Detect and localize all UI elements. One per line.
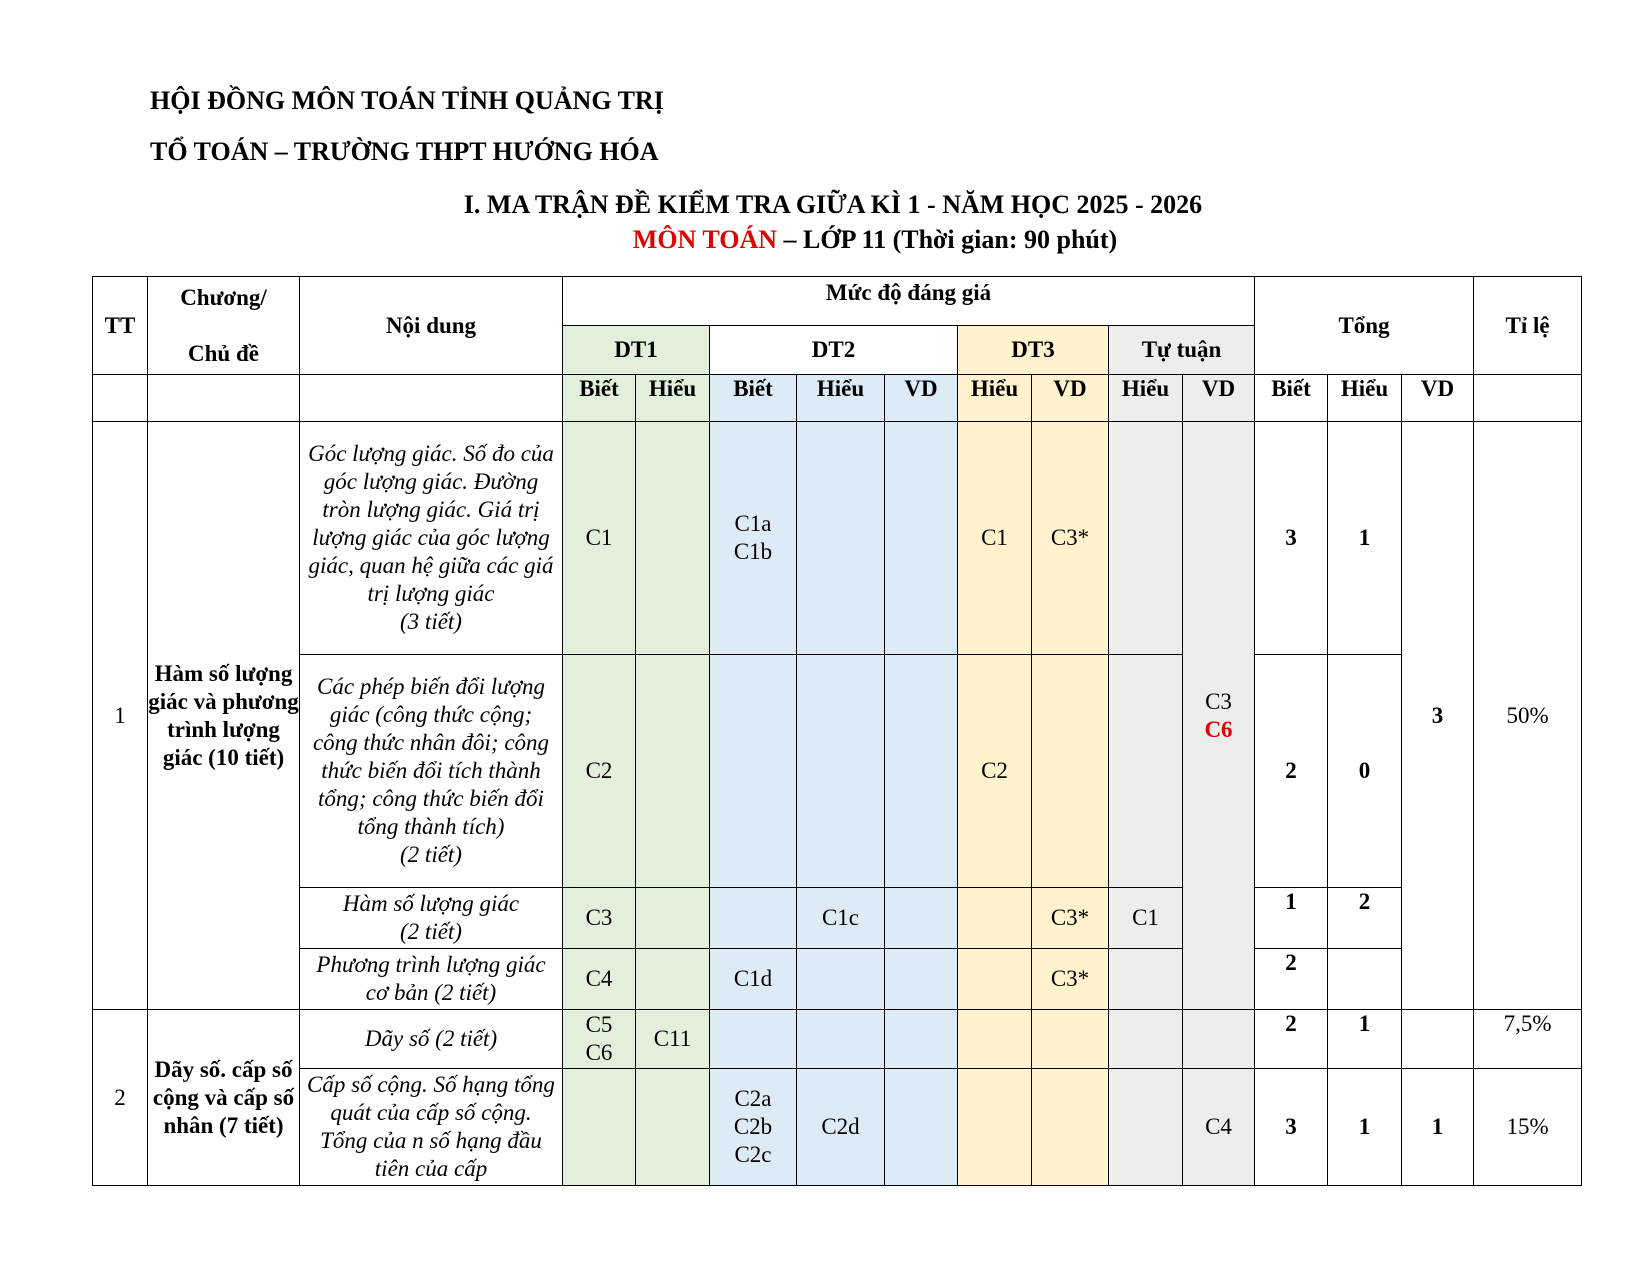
header-tutuan: Tự tuận: [1109, 326, 1255, 375]
cell-dt1-biet: C2: [563, 655, 636, 888]
school-heading: TỔ TOÁN – TRƯỜNG THPT HƯỚNG HÓA: [150, 137, 659, 166]
total-biet: 2: [1255, 949, 1328, 1010]
total-vd: 1: [1402, 1069, 1474, 1186]
content-cell: Cấp số cộng. Số hạng tổng quát của cấp số cộng. Tổng của n số hạng đầu tiên của cấp: [300, 1069, 563, 1186]
section-number: 1: [93, 422, 148, 1010]
ratio-cell: 50%: [1474, 422, 1582, 1010]
cell-dt3-hieu: C1: [958, 422, 1032, 655]
cell-tutuan-vd: C3 C6: [1183, 422, 1255, 1010]
section-topic: Hàm số lượng giác và phương trình lượng giác (10 tiết): [148, 422, 300, 1010]
cell-dt1-biet: C3: [563, 888, 636, 949]
header-tt: TT: [93, 277, 148, 375]
sub-header: Hiểu: [1328, 375, 1402, 422]
subtitle-rest: – LỚP 11 (Thời gian: 90 phút): [777, 225, 1118, 254]
cell-dt3-vd: C3*: [1032, 422, 1109, 655]
header-tong: Tổng: [1255, 277, 1474, 375]
sub-header: VD: [1183, 375, 1255, 422]
total-hieu: 1: [1328, 1069, 1402, 1186]
total-hieu: 1: [1328, 422, 1402, 655]
total-hieu: 0: [1328, 655, 1402, 888]
header-dt2: DT2: [710, 326, 958, 375]
cell-dt1-biet: C4: [563, 949, 636, 1010]
sub-header: Biết: [710, 375, 797, 422]
content-cell: Phương trình lượng giác cơ bản (2 tiết): [300, 949, 563, 1010]
ratio-cell: 7,5%: [1474, 1010, 1582, 1069]
cell-dt2-biet: C1d: [710, 949, 797, 1010]
header-mucdo: Mức độ đáng giá: [563, 277, 1255, 326]
document-subtitle: [50, 225, 1650, 255]
cell-dt1-biet: C1: [563, 422, 636, 655]
total-hieu: 1: [1328, 1010, 1402, 1069]
header-dt3: DT3: [958, 326, 1109, 375]
sub-header: Hiểu: [958, 375, 1032, 422]
section-topic: Dãy số. cấp số cộng và cấp số nhân (7 tiết): [148, 1010, 300, 1186]
section-number: 2: [93, 1010, 148, 1186]
document-title: I. MA TRẬN ĐỀ KIỂM TRA GIỮA KÌ 1 - NĂM HỌC 2025 - 2026: [463, 190, 1203, 219]
total-vd: 3: [1402, 422, 1474, 1010]
header-noidung: Nội dung: [300, 277, 563, 375]
cell-dt3-vd: C3*: [1032, 949, 1109, 1010]
cell-dt3-vd: C3*: [1032, 888, 1109, 949]
total-biet: 1: [1255, 888, 1328, 949]
cell-dt2-biet: C1a C1b: [710, 422, 797, 655]
content-cell: Các phép biến đổi lượng giác (công thức cộng; công thức nhân đôi; công thức biến đổi tích thành tổng; công thức biến đổi tổng thành tích) (2 tiết): [300, 655, 563, 888]
cell-dt2-biet: C2a C2b C2c: [710, 1069, 797, 1186]
content-cell: Góc lượng giác. Số đo của góc lượng giác. Đường tròn lượng giác. Giá trị lượng giác của góc lượng giác, quan hệ giữa các giá trị lượng giác (3 tiết): [300, 422, 563, 655]
council-heading: HỘI ĐỒNG MÔN TOÁN TỈNH QUẢNG TRỊ: [150, 86, 664, 115]
cell-tutuan-hieu: C1: [1109, 888, 1183, 949]
sub-header: Biết: [1255, 375, 1328, 422]
content-cell: Hàm số lượng giác (2 tiết): [300, 888, 563, 949]
sub-header: VD: [1032, 375, 1109, 422]
total-biet: 2: [1255, 1010, 1328, 1069]
cell-dt2-hieu: C2d: [797, 1069, 885, 1186]
sub-header: VD: [1402, 375, 1474, 422]
total-biet: 3: [1255, 1069, 1328, 1186]
cell-dt1-hieu: C11: [636, 1010, 710, 1069]
header-chuong: Chương/ Chủ đề: [148, 277, 300, 375]
total-hieu: 2: [1328, 888, 1402, 949]
subject-label: MÔN TOÁN: [632, 225, 777, 254]
sub-header: Hiểu: [1109, 375, 1183, 422]
sub-header: Hiểu: [636, 375, 710, 422]
sub-header: Hiểu: [797, 375, 885, 422]
ratio-cell: 15%: [1474, 1069, 1582, 1186]
cell-dt3-hieu: C2: [958, 655, 1032, 888]
sub-header: VD: [885, 375, 958, 422]
content-cell: Dãy số (2 tiết): [300, 1010, 563, 1069]
total-biet: 3: [1255, 422, 1328, 655]
header-dt1: DT1: [563, 326, 710, 375]
exam-matrix-table: [92, 276, 1582, 1186]
sub-header: Biết: [563, 375, 636, 422]
cell-dt1-biet: C5 C6: [563, 1010, 636, 1069]
header-tile: Tỉ lệ: [1474, 277, 1582, 375]
cell-dt2-hieu: C1c: [797, 888, 885, 949]
total-biet: 2: [1255, 655, 1328, 888]
cell-tutuan-vd: C4: [1183, 1069, 1255, 1186]
